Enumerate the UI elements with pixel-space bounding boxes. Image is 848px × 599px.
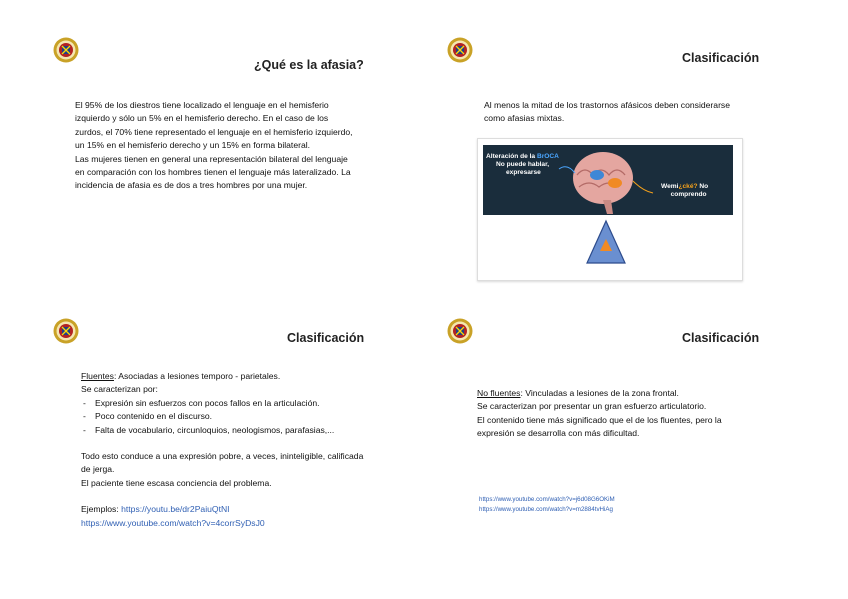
university-seal-icon [447, 37, 473, 63]
list-item: - Expresión sin esfuerzos con pocos fallos en la articulación. [81, 397, 370, 410]
list-item: - Poco contenido en el discurso. [81, 410, 370, 423]
slide-title: Clasificación [287, 331, 365, 345]
examples-line: Ejemplos: https://youtu.be/dr2PaiuQtNI [81, 504, 230, 515]
characteristics-list [81, 397, 370, 437]
nonfluent-definition: No fluentes: Vinculadas a lesiones de la zona frontal. [477, 388, 679, 398]
conclusion-text: Todo esto conduce a una expresión pobre, a veces, ininteligible, calificada de jerga. [81, 451, 364, 475]
example-link-2[interactable]: https://www.youtube.com/watch?v=4corrSyDsJ0 [81, 517, 265, 528]
slide-classification-mixed [424, 0, 848, 299]
list-item: - Falta de vocabulario, circunloquios, neologismos, parafasias,... [81, 424, 370, 437]
slide-body [477, 387, 739, 441]
slide-body [75, 99, 358, 193]
wernicke-caption: Wemi¿cké? No comprendo [661, 183, 709, 198]
slide-classification-nonfluent [424, 299, 848, 598]
brain-illustration [477, 138, 743, 281]
video-link-2[interactable]: https://www.youtube.com/watch?v=m2884tvHiAg [479, 506, 613, 513]
video-links [479, 495, 615, 515]
fluent-definition: Fluentes: Asociadas a lesiones temporo - parietales. [81, 371, 281, 381]
effort-text: Se caracterizan por presentar un gran esfuerzo articulatorio. [477, 401, 707, 412]
slide-title: Clasificación [682, 331, 760, 345]
slide-what-is-aphasia [0, 0, 424, 299]
video-link-1[interactable]: https://www.youtube.com/watch?v=j6d08G6OKiM [479, 496, 615, 503]
paragraph: El 95% de los diestros tiene localizado el lenguaje en el hemisferio izquierdo y sólo un 5% en el hemisferio derecho. En el caso de los zurdos, el 70% tiene representado el lenguaje en el hemisferio izquierdo, un 15% en el hemisferio derecho y un 15% en forma bilateral. [75, 100, 353, 151]
slide-title: ¿Qué es la afasia? [254, 58, 364, 72]
university-seal-icon [53, 37, 79, 63]
balance-triangle-icon [585, 219, 627, 265]
awareness-text: El paciente tiene escasa conciencia del problema. [81, 477, 272, 488]
figure-banner [483, 145, 733, 215]
slide-title: Clasificación [682, 51, 760, 65]
university-seal-icon [447, 318, 473, 344]
broca-caption: Alteración de la BrOCA No puede hablar, expresarse [486, 153, 559, 176]
slide-classification-fluent [0, 299, 424, 598]
content-text: El contenido tiene más significado que el de los fluentes, pero la expresión se desarrolla con más dificultad. [477, 414, 722, 439]
example-link-1[interactable]: https://youtu.be/dr2PaiuQtNI [121, 504, 230, 515]
paragraph: Las mujeres tienen en general una representación bilateral del lenguaje en comparación con los hombres tienen el lenguaje más lateralizado. La incidencia de afasia es de dos a tres hombres por una mujer. [75, 153, 351, 191]
university-seal-icon [53, 318, 79, 344]
intro-text: Se caracterizan por: [81, 384, 158, 395]
slide-body: Al menos la mitad de los trastornos afásicos deben considerarse como afasias mixtas. [484, 100, 731, 124]
slide-body [81, 370, 370, 530]
